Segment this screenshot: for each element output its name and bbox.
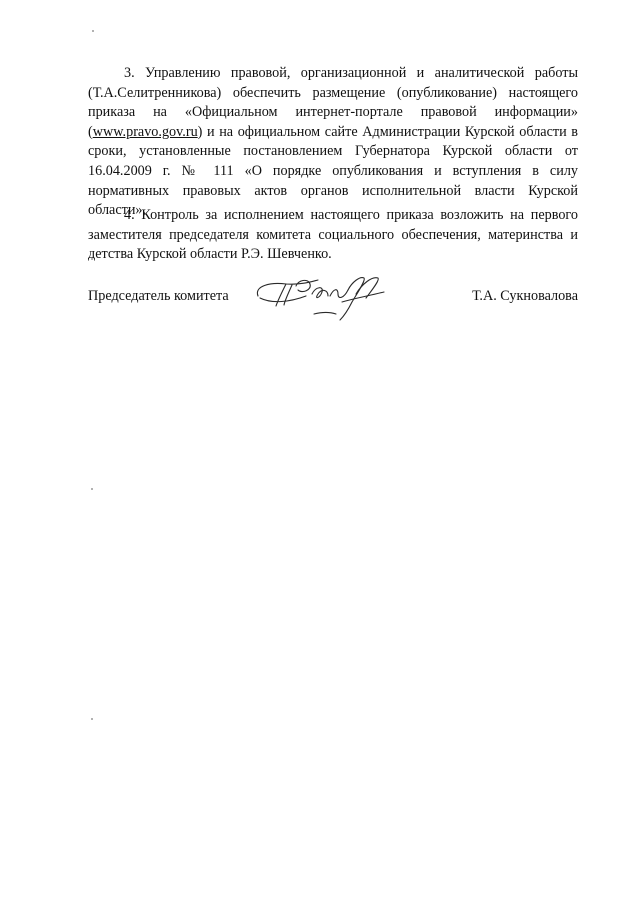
paragraph-4 [88, 206, 578, 265]
scan-speck [91, 718, 93, 720]
paragraph-3-lead: 3. Управлению правовой, организационной и аналитической работы (Т.А.Селитренникова) обеспечить размещение (опубликование) настоящего приказа на «Официальном интернет-портале правовой информации» ( [88, 65, 578, 140]
signature-stroke [330, 290, 348, 298]
handwritten-signature [252, 272, 402, 324]
paragraph-4-text: 4. Контроль за исполнением настоящего приказа возложить на первого заместителя председателя комитета социального обеспечения, материнства и детства Курской области Р.Э. Шевченко. [88, 207, 578, 263]
position-title: Председатель комитета [88, 288, 229, 304]
paragraph-3 [88, 64, 578, 221]
signature-stroke [356, 278, 378, 298]
signature-stroke [312, 288, 328, 298]
signer-name: Т.А. Сукновалова [472, 288, 578, 304]
scan-speck [91, 488, 93, 490]
signature-stroke [260, 296, 306, 302]
signature-stroke [342, 292, 384, 302]
signature-stroke [314, 313, 336, 315]
pravo-link[interactable]: www.pravo.gov.ru [92, 123, 198, 140]
scan-speck [92, 30, 94, 32]
signature-stroke [284, 285, 292, 305]
paragraph-3-tail: ) и на официальном сайте Администрации Курской области в сроки, установленные постановлением Губернатора Курской области от 16.04.2009 г. № 111 «О порядке опубликования и вступления в силу нормативных правовых актов органов исполнительной власти Курской области». [88, 123, 578, 219]
